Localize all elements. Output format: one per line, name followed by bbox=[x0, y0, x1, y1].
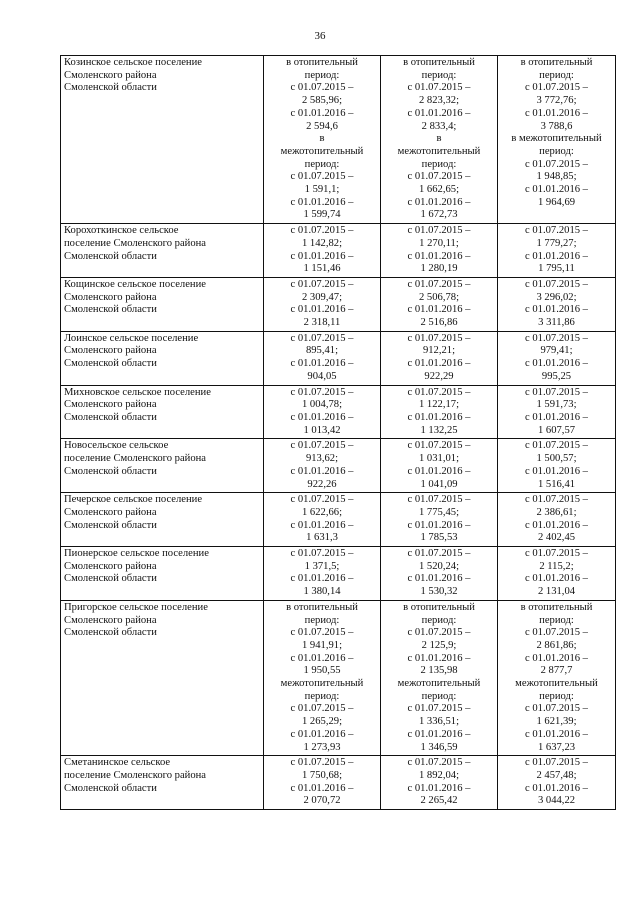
tariff-value-line: 1 785,53 bbox=[420, 532, 458, 544]
tariff-value-line: с 01.01.2016 – bbox=[525, 782, 588, 794]
page-number: 36 bbox=[314, 30, 326, 42]
settlement-name-line: Корохоткинское сельское bbox=[64, 225, 179, 237]
tariff-value-line: с 01.07.2015 – bbox=[525, 494, 588, 506]
tariff-value-cell bbox=[498, 56, 616, 224]
tariff-value-line: с 01.01.2016 – bbox=[290, 573, 354, 585]
tariff-value-cell bbox=[381, 547, 498, 601]
settlement-name-line: поселение Смоленского района bbox=[64, 453, 206, 465]
tariff-value-line: 2 516,86 bbox=[420, 317, 458, 329]
settlement-name-cell bbox=[61, 385, 264, 439]
tariff-value-line: 904,05 bbox=[307, 370, 337, 382]
tariff-value-line: с 01.01.2016 – bbox=[290, 304, 354, 316]
tariff-value-line: 1 750,68; bbox=[301, 769, 343, 781]
settlement-name-line: Смоленской области bbox=[64, 304, 157, 316]
tariff-value-line: 1 151,46 bbox=[303, 263, 341, 275]
tariff-value-line: с 01.07.2015 – bbox=[290, 332, 354, 344]
settlement-name-line: Смоленской области bbox=[64, 627, 157, 639]
settlement-name-line: Смоленского района bbox=[64, 291, 157, 303]
tariff-value-line: 1 530,32 bbox=[420, 586, 458, 598]
tariff-value-line: с 01.07.2015 – bbox=[407, 440, 471, 452]
tariff-value-line: 1 775,45; bbox=[418, 506, 460, 518]
settlement-name-line: Козинское сельское поселение bbox=[64, 57, 202, 68]
tariff-value-line: с 01.01.2016 – bbox=[407, 782, 471, 794]
tariff-value-line: 1 631,3 bbox=[306, 532, 338, 544]
tariff-value-line: 1 591,1; bbox=[304, 184, 340, 196]
tariff-value-line: 1 280,19 bbox=[420, 263, 458, 275]
tariff-value-line: 1 637,23 bbox=[537, 741, 576, 753]
tariff-value-line: в bbox=[319, 133, 325, 145]
tariff-value-line: с 01.07.2015 – bbox=[407, 82, 471, 94]
tariff-value-line: 1 122,17; bbox=[418, 399, 460, 411]
tariff-value-line: 3 296,02; bbox=[536, 291, 577, 303]
tariff-value-line: с 01.07.2015 – bbox=[407, 386, 471, 398]
tariff-value-line: период: bbox=[539, 690, 574, 702]
settlement-name-cell bbox=[61, 277, 264, 331]
tariff-value-line: с 01.07.2015 – bbox=[525, 703, 588, 715]
tariff-value-line: 2 309,47; bbox=[301, 291, 343, 303]
tariff-value-cell bbox=[381, 493, 498, 547]
tariff-value-line: с 01.01.2016 – bbox=[525, 728, 588, 740]
tariff-value-line: период: bbox=[421, 69, 457, 81]
tariff-value-line: период: bbox=[304, 158, 340, 170]
tariff-value-line: с 01.07.2015 – bbox=[290, 494, 354, 506]
settlement-name-line: Смоленского района bbox=[64, 69, 157, 81]
settlement-name-cell bbox=[61, 56, 264, 224]
tariff-value-line: с 01.01.2016 – bbox=[525, 465, 588, 477]
tariff-value-line: с 01.07.2015 – bbox=[525, 278, 588, 290]
tariff-value-line: с 01.07.2015 – bbox=[525, 757, 588, 769]
table-row bbox=[61, 331, 616, 385]
settlement-name-line: Смоленского района bbox=[64, 506, 157, 518]
tariff-value-line: в отопительный bbox=[520, 601, 593, 613]
settlement-name-line: Смоленского района bbox=[64, 614, 157, 626]
tariff-value-cell bbox=[498, 439, 616, 493]
tariff-value-line: 3 788,6 bbox=[540, 120, 573, 132]
settlement-name-line: Смоленской области bbox=[64, 519, 157, 531]
tariff-value-cell bbox=[498, 756, 616, 810]
tariff-value-line: межотопительный bbox=[397, 678, 481, 690]
tariff-value-line: с 01.07.2015 – bbox=[525, 158, 588, 170]
tariff-value-line: 1 265,29; bbox=[301, 716, 343, 728]
tariff-value-line: с 01.07.2015 – bbox=[290, 82, 354, 94]
tariff-value-line: 1 622,66; bbox=[301, 506, 343, 518]
tariff-value-cell bbox=[498, 224, 616, 278]
settlement-name-line: Пионерское сельское поселение bbox=[64, 548, 209, 560]
tariff-value-line: с 01.01.2016 – bbox=[290, 411, 354, 423]
tariff-table-body bbox=[61, 56, 616, 810]
tariff-value-cell bbox=[381, 277, 498, 331]
tariff-value-line: 1 031,01; bbox=[418, 453, 460, 465]
tariff-value-cell bbox=[264, 331, 381, 385]
tariff-value-cell bbox=[264, 756, 381, 810]
tariff-value-line: с 01.01.2016 – bbox=[525, 184, 588, 196]
tariff-value-line: период: bbox=[421, 158, 457, 170]
settlement-name-cell bbox=[61, 493, 264, 547]
tariff-value-line: с 01.01.2016 – bbox=[407, 519, 471, 531]
settlement-name-line: Смоленского района bbox=[64, 560, 157, 572]
settlement-name-line: Лоинское сельское поселение bbox=[64, 332, 199, 344]
tariff-value-line: с 01.01.2016 – bbox=[407, 250, 471, 262]
tariff-value-line: с 01.01.2016 – bbox=[525, 519, 588, 531]
tariff-value-line: с 01.01.2016 – bbox=[525, 358, 588, 370]
table-row bbox=[61, 600, 616, 755]
tariff-value-line: 1 520,24; bbox=[418, 560, 460, 572]
tariff-value-cell bbox=[264, 493, 381, 547]
settlement-name-line: Смоленской области bbox=[64, 358, 157, 370]
tariff-value-line: 913,62; bbox=[305, 453, 339, 465]
tariff-value-line: 2 131,04 bbox=[537, 586, 576, 598]
tariff-value-line: с 01.07.2015 – bbox=[407, 627, 471, 639]
tariff-value-line: с 01.07.2015 – bbox=[407, 494, 471, 506]
tariff-value-line: с 01.01.2016 – bbox=[290, 519, 354, 531]
tariff-value-line: 2 386,61; bbox=[536, 506, 577, 518]
tariff-value-line: 1 132,25 bbox=[420, 424, 458, 436]
tariff-value-line: с 01.07.2015 – bbox=[525, 440, 588, 452]
tariff-value-line: с 01.01.2016 – bbox=[290, 358, 354, 370]
tariff-value-line: 912,21; bbox=[422, 345, 456, 357]
tariff-value-line: в отопительный bbox=[520, 57, 593, 68]
tariff-value-cell bbox=[381, 439, 498, 493]
tariff-value-line: 922,29 bbox=[424, 370, 454, 382]
tariff-value-line: период: bbox=[304, 690, 340, 702]
tariff-value-cell bbox=[498, 331, 616, 385]
tariff-value-line: 1 892,04; bbox=[418, 769, 460, 781]
tariff-value-cell bbox=[264, 385, 381, 439]
tariff-value-line: 1 273,93 bbox=[303, 741, 341, 753]
tariff-value-line: с 01.07.2015 – bbox=[407, 703, 471, 715]
tariff-value-line: 1 270,11; bbox=[419, 237, 459, 249]
tariff-value-line: 2 070,72 bbox=[303, 795, 341, 807]
tariff-value-line: с 01.01.2016 – bbox=[407, 358, 471, 370]
settlement-name-line: Смоленского района bbox=[64, 345, 157, 357]
tariff-value-line: 1 013,42 bbox=[303, 424, 341, 436]
table-row bbox=[61, 385, 616, 439]
table-row bbox=[61, 277, 616, 331]
settlement-name-line: Кощинское сельское поселение bbox=[64, 278, 206, 290]
tariff-value-line: 2 115,2; bbox=[539, 560, 574, 572]
settlement-name-line: Смоленской области bbox=[64, 465, 157, 477]
tariff-value-line: с 01.07.2015 – bbox=[407, 225, 471, 237]
tariff-value-line: с 01.01.2016 – bbox=[407, 728, 471, 740]
tariff-value-line: с 01.01.2016 – bbox=[407, 107, 471, 119]
tariff-value-line: межотопительный bbox=[280, 145, 364, 157]
settlement-name-line: поселение Смоленского района bbox=[64, 769, 206, 781]
table-row bbox=[61, 224, 616, 278]
tariff-value-line: 3 311,86 bbox=[538, 317, 575, 329]
tariff-value-cell bbox=[264, 224, 381, 278]
tariff-value-line: с 01.07.2015 – bbox=[525, 332, 588, 344]
tariff-value-line: с 01.01.2016 – bbox=[407, 465, 471, 477]
tariff-value-cell bbox=[381, 600, 498, 755]
tariff-value-line: с 01.07.2015 – bbox=[525, 82, 588, 94]
tariff-value-line: с 01.01.2016 – bbox=[290, 196, 354, 208]
settlement-name-cell bbox=[61, 439, 264, 493]
tariff-value-line: 1 380,14 bbox=[303, 586, 341, 598]
tariff-value-cell bbox=[381, 56, 498, 224]
settlement-name-line: Печерское сельское поселение bbox=[64, 494, 203, 506]
tariff-value-line: 1 516,41 bbox=[537, 478, 576, 490]
tariff-value-line: с 01.07.2015 – bbox=[525, 225, 588, 237]
tariff-value-line: период: bbox=[304, 614, 340, 626]
tariff-value-line: 1 950,55 bbox=[303, 665, 341, 677]
tariff-value-line: 1 941,91; bbox=[301, 639, 343, 651]
tariff-table bbox=[60, 55, 616, 810]
tariff-value-line: 1 346,59 bbox=[420, 741, 458, 753]
tariff-value-line: с 01.01.2016 – bbox=[290, 465, 354, 477]
tariff-value-line: 2 135,98 bbox=[420, 665, 458, 677]
tariff-value-line: 1 599,74 bbox=[303, 209, 341, 221]
tariff-value-line: с 01.07.2015 – bbox=[290, 703, 354, 715]
tariff-value-line: с 01.07.2015 – bbox=[407, 548, 471, 560]
tariff-value-line: с 01.01.2016 – bbox=[525, 573, 588, 585]
tariff-value-line: в отопительный bbox=[403, 57, 475, 68]
tariff-value-line: 2 318,11 bbox=[303, 317, 341, 329]
tariff-value-line: 2 833,4; bbox=[421, 120, 457, 132]
tariff-value-line: с 01.01.2016 – bbox=[407, 573, 471, 585]
tariff-value-line: 1 662,65; bbox=[418, 184, 460, 196]
table-row bbox=[61, 493, 616, 547]
tariff-value-line: с 01.07.2015 – bbox=[407, 332, 471, 344]
tariff-value-cell bbox=[498, 493, 616, 547]
tariff-value-line: с 01.07.2015 – bbox=[290, 440, 354, 452]
settlement-name-cell bbox=[61, 331, 264, 385]
tariff-value-line: с 01.07.2015 – bbox=[290, 278, 354, 290]
tariff-value-line: 3 044,22 bbox=[537, 795, 576, 807]
tariff-value-line: с 01.07.2015 – bbox=[407, 171, 471, 183]
tariff-value-line: с 01.07.2015 – bbox=[290, 386, 354, 398]
settlement-name-cell bbox=[61, 600, 264, 755]
tariff-value-line: межотопительный bbox=[280, 678, 364, 690]
tariff-value-line: 2 265,42 bbox=[420, 795, 458, 807]
tariff-value-line: 1 004,78; bbox=[301, 399, 343, 411]
tariff-value-line: с 01.01.2016 – bbox=[290, 107, 354, 119]
table-row bbox=[61, 756, 616, 810]
tariff-value-cell bbox=[264, 547, 381, 601]
tariff-value-line: 1 371,5; bbox=[304, 560, 340, 572]
settlement-name-line: Смоленской области bbox=[64, 250, 157, 262]
tariff-value-line: период: bbox=[539, 614, 574, 626]
settlement-name-line: Смоленского района bbox=[64, 399, 157, 411]
tariff-value-line: 979,41; bbox=[540, 345, 573, 357]
tariff-value-line: 1 591,73; bbox=[536, 399, 577, 411]
tariff-value-line: 922,26 bbox=[307, 478, 337, 490]
tariff-value-line: 1 607,57 bbox=[537, 424, 576, 436]
tariff-value-line: период: bbox=[304, 69, 340, 81]
tariff-value-line: с 01.01.2016 – bbox=[407, 652, 471, 664]
tariff-value-line: с 01.01.2016 – bbox=[407, 411, 471, 423]
tariff-value-line: 2 823,32; bbox=[418, 95, 460, 107]
tariff-value-line: межотопительный bbox=[515, 678, 598, 690]
tariff-value-cell bbox=[381, 385, 498, 439]
tariff-value-line: в отопительный bbox=[403, 601, 475, 613]
tariff-value-line: с 01.07.2015 – bbox=[290, 757, 354, 769]
tariff-value-line: с 01.01.2016 – bbox=[525, 250, 588, 262]
tariff-value-cell bbox=[264, 600, 381, 755]
tariff-value-line: 1 795,11 bbox=[538, 263, 575, 275]
settlement-name-line: Смоленской области bbox=[64, 782, 157, 794]
tariff-value-line: 2 877,7 bbox=[540, 665, 573, 677]
tariff-value-line: 2 457,48; bbox=[536, 769, 577, 781]
tariff-value-line: 3 772,76; bbox=[536, 95, 577, 107]
tariff-value-line: с 01.07.2015 – bbox=[525, 627, 588, 639]
tariff-value-line: с 01.01.2016 – bbox=[290, 782, 354, 794]
tariff-value-line: 1 672,73 bbox=[420, 209, 458, 221]
settlement-name-line: Сметанинское сельское bbox=[64, 757, 171, 769]
tariff-value-line: 1 621,39; bbox=[536, 716, 577, 728]
tariff-value-line: с 01.07.2015 – bbox=[290, 627, 354, 639]
tariff-value-line: с 01.01.2016 – bbox=[525, 107, 588, 119]
tariff-value-line: 2 585,96; bbox=[301, 95, 343, 107]
tariff-value-line: с 01.01.2016 – bbox=[290, 652, 354, 664]
table-row bbox=[61, 56, 616, 224]
tariff-value-line: 995,25 bbox=[541, 370, 572, 382]
settlement-name-cell bbox=[61, 224, 264, 278]
settlement-name-line: Смоленской области bbox=[64, 82, 157, 94]
tariff-value-line: с 01.01.2016 – bbox=[525, 652, 588, 664]
table-row bbox=[61, 439, 616, 493]
tariff-value-line: с 01.07.2015 – bbox=[290, 225, 354, 237]
tariff-value-line: с 01.07.2015 – bbox=[407, 278, 471, 290]
tariff-value-line: в bbox=[436, 133, 442, 145]
tariff-value-line: с 01.07.2015 – bbox=[290, 171, 354, 183]
settlement-name-line: Михновское сельское поселение bbox=[64, 386, 211, 398]
settlement-name-line: Смоленской области bbox=[64, 573, 157, 585]
tariff-value-line: с 01.01.2016 – bbox=[407, 304, 471, 316]
settlement-name-cell bbox=[61, 547, 264, 601]
tariff-value-line: с 01.01.2016 – bbox=[407, 196, 471, 208]
tariff-value-line: с 01.07.2015 – bbox=[290, 548, 354, 560]
tariff-value-line: 895,41; bbox=[305, 345, 339, 357]
settlement-name-line: Пригорское сельское поселение bbox=[64, 601, 208, 613]
tariff-value-line: межотопительный bbox=[397, 145, 481, 157]
tariff-value-line: с 01.07.2015 – bbox=[525, 386, 588, 398]
settlement-name-line: поселение Смоленского района bbox=[64, 237, 206, 249]
tariff-value-line: 1 142,82; bbox=[301, 237, 343, 249]
tariff-value-line: 2 506,78; bbox=[418, 291, 460, 303]
tariff-value-line: с 01.07.2015 – bbox=[407, 757, 471, 769]
tariff-value-line: с 01.01.2016 – bbox=[290, 250, 354, 262]
tariff-value-line: в отопительный bbox=[286, 57, 358, 68]
tariff-value-line: с 01.01.2016 – bbox=[525, 411, 588, 423]
tariff-value-line: период: bbox=[421, 690, 457, 702]
tariff-value-line: 2 402,45 bbox=[537, 532, 576, 544]
tariff-value-cell bbox=[381, 224, 498, 278]
tariff-value-cell bbox=[264, 277, 381, 331]
tariff-value-line: с 01.07.2015 – bbox=[525, 548, 588, 560]
tariff-value-line: в межотопительный bbox=[511, 133, 602, 145]
tariff-value-line: 1 041,09 bbox=[420, 478, 458, 490]
tariff-value-line: с 01.01.2016 – bbox=[525, 304, 588, 316]
tariff-value-cell bbox=[498, 547, 616, 601]
tariff-value-cell bbox=[498, 385, 616, 439]
table-row bbox=[61, 547, 616, 601]
tariff-value-cell bbox=[381, 331, 498, 385]
tariff-value-cell bbox=[498, 277, 616, 331]
tariff-value-line: в отопительный bbox=[286, 601, 358, 613]
tariff-value-cell bbox=[264, 56, 381, 224]
tariff-value-cell bbox=[381, 756, 498, 810]
tariff-value-line: период: bbox=[539, 145, 574, 157]
tariff-value-line: 2 125,9; bbox=[421, 639, 457, 651]
tariff-value-line: период: bbox=[539, 69, 574, 81]
tariff-value-line: 2 861,86; bbox=[536, 639, 577, 651]
tariff-value-line: 1 500,57; bbox=[536, 453, 577, 465]
tariff-value-line: 1 336,51; bbox=[418, 716, 460, 728]
tariff-value-cell bbox=[498, 600, 616, 755]
tariff-value-cell bbox=[264, 439, 381, 493]
tariff-value-line: с 01.01.2016 – bbox=[290, 728, 354, 740]
tariff-value-line: 1 964,69 bbox=[537, 196, 576, 208]
settlement-name-cell bbox=[61, 756, 264, 810]
tariff-value-line: 1 779,27; bbox=[536, 237, 577, 249]
tariff-value-line: период: bbox=[421, 614, 457, 626]
tariff-value-line: 1 948,85; bbox=[536, 171, 577, 183]
settlement-name-line: Новосельское сельское bbox=[64, 440, 169, 452]
tariff-value-line: 2 594,6 bbox=[306, 120, 338, 132]
settlement-name-line: Смоленской области bbox=[64, 411, 157, 423]
